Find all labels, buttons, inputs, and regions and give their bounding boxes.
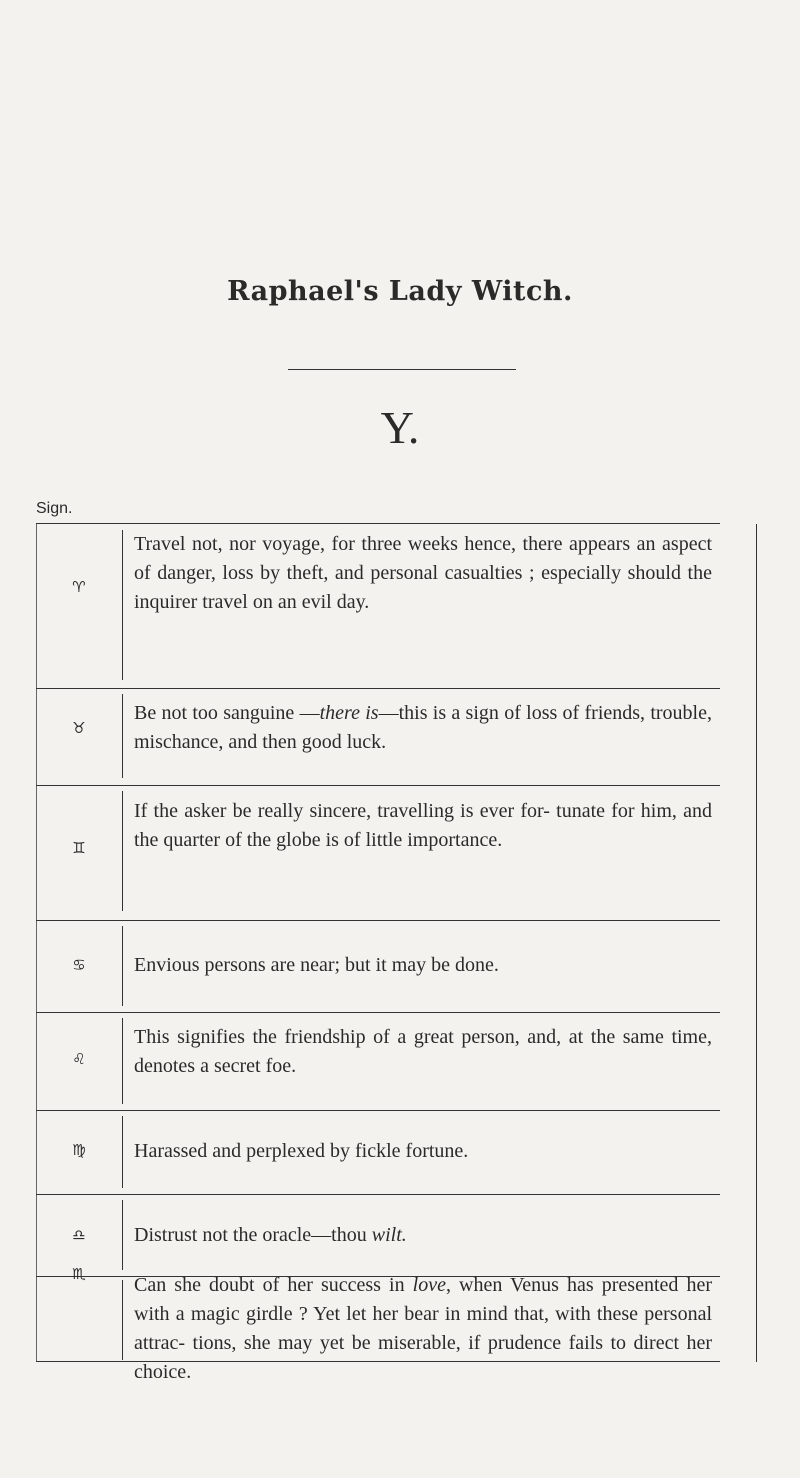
- row-divider: [36, 1110, 720, 1111]
- column-divider: [122, 694, 123, 778]
- row-divider: [36, 1194, 720, 1195]
- table-frame-right: [756, 524, 757, 1362]
- column-divider: [122, 530, 123, 680]
- section-letter: Y.: [380, 402, 420, 453]
- oracle-row: [36, 1194, 720, 1276]
- column-divider: [122, 1280, 123, 1360]
- oracle-answer: [134, 951, 712, 980]
- oracle-row: [36, 1265, 720, 1461]
- answer-segment: Be not too sanguine —: [134, 702, 320, 724]
- answer-segment: , when Venus has presented her with a magic girdle ? Yet let her bear in mind that, with these personal attrac- tions, she may yet be miserable, if prudence fails to direct her choice.: [134, 1274, 712, 1383]
- cancer-sign-icon: ♋: [72, 956, 86, 974]
- libra-sign-icon: ♎: [72, 1226, 86, 1244]
- column-divider: [122, 1200, 123, 1270]
- column-divider: [122, 926, 123, 1006]
- answer-segment: Travel not, nor voyage, for three weeks hence, there appears an aspect of danger, loss by theft, and personal casualties ; especially should the inquirer travel on an evil day.: [134, 533, 712, 613]
- oracle-answer: [134, 699, 712, 757]
- oracle-answer: [134, 530, 712, 617]
- answer-segment: —this is a sign of loss of friends, trouble, mischance, and then good luck.: [134, 702, 712, 753]
- answer-segment: This signifies the friendship of a great person, and, at the same time, denotes a secret foe.: [134, 1026, 712, 1077]
- oracle-row: [36, 524, 720, 688]
- oracle-row: [36, 688, 720, 785]
- answer-segment: Can she doubt of her success in: [134, 1274, 413, 1296]
- column-divider: [122, 791, 123, 911]
- oracle-answer: [134, 797, 712, 855]
- sign-column-header: Sign.: [36, 500, 73, 517]
- oracle-answer: [134, 1137, 712, 1166]
- answer-segment: Envious persons are near; but it may be done.: [134, 954, 499, 976]
- answer-segment: Distrust not the oracle—thou: [134, 1224, 372, 1246]
- row-divider: [36, 920, 720, 921]
- table-bottom-rule: [36, 1361, 720, 1362]
- answer-segment-italic: wilt.: [371, 1224, 407, 1246]
- row-divider: [36, 688, 720, 689]
- page-title: Raphael's Lady Witch.: [227, 276, 573, 307]
- oracle-row: [36, 920, 720, 1012]
- answer-segment: If the asker be really sincere, travelling is ever for- tunate for him, and the quarter of the globe is of little importance.: [134, 800, 712, 851]
- aries-sign-icon: ♈: [72, 578, 86, 596]
- oracle-row: [36, 1110, 720, 1194]
- oracle-row: [36, 785, 720, 920]
- column-divider: [122, 1018, 123, 1104]
- answer-segment-italic: there is: [319, 702, 379, 724]
- gemini-sign-icon: ♊: [72, 839, 86, 857]
- taurus-sign-icon: ♉: [72, 719, 86, 737]
- virgo-sign-icon: ♍: [72, 1141, 86, 1159]
- column-divider: [122, 1116, 123, 1188]
- oracle-answer: [134, 1023, 712, 1081]
- leo-sign-icon: ♌: [72, 1050, 86, 1068]
- scorpio-sign-icon: ♏: [72, 1265, 86, 1283]
- title-divider: [288, 369, 516, 370]
- oracle-answer: [134, 1271, 712, 1387]
- row-divider: [36, 785, 720, 786]
- oracle-row: [36, 1012, 720, 1110]
- row-divider: [36, 1012, 720, 1013]
- answer-segment-italic: love: [412, 1274, 446, 1296]
- answer-segment: Harassed and perplexed by fickle fortune.: [134, 1140, 469, 1162]
- oracle-answer: [134, 1221, 712, 1250]
